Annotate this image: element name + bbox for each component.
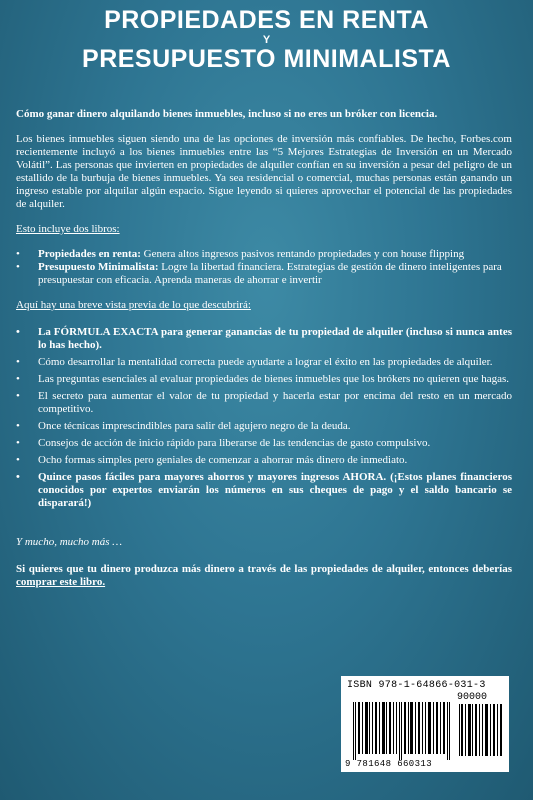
list-item	[16, 326, 512, 352]
preview-text: Consejos de acción de inicio rápido para liberarse de las tendencias de gasto compulsivo.	[38, 437, 431, 449]
list-item	[16, 248, 512, 261]
book-description: Genera altos ingresos pasivos rentando propiedades y con house flipping	[140, 248, 465, 260]
call-to-action	[16, 563, 512, 589]
title-line-2: PRESUPUESTO MINIMALISTA	[82, 45, 451, 73]
preview-text: Quince pasos fáciles para mayores ahorros y mayores ingresos AHORA. (¡Estos planes financieros conocidos por expertos enviarán los números en sus cheques de pago y el saldo bancario se disparará!)	[38, 471, 512, 509]
preview-list	[16, 326, 512, 510]
isbn-number: ISBN 978-1-64866-031-3	[347, 680, 486, 691]
title-line-1: PROPIEDADES EN RENTA	[104, 6, 429, 34]
ean-digits: 9 781648 660313	[345, 759, 433, 769]
bullet-icon: •	[16, 390, 20, 402]
list-item	[16, 420, 512, 433]
preview-heading: Aquí hay una breve vista previa de lo que descubrirá:	[16, 299, 251, 311]
cta-text: Si quieres que tu dinero produzca más dinero a través de las propiedades de alquiler, entonces deberías	[16, 563, 512, 575]
list-item	[16, 390, 512, 416]
bullet-icon: •	[16, 326, 20, 338]
bullet-icon: •	[16, 471, 20, 483]
books-heading: Esto incluye dos libros:	[16, 223, 120, 235]
preview-text: Cómo desarrollar la mentalidad correcta puede ayudarte a lograr el éxito en las propiedades de alquiler.	[38, 356, 493, 368]
title-conjunction: Y	[262, 34, 271, 46]
preview-text: Once técnicas imprescindibles para salir del agujero negro de la deuda.	[38, 420, 351, 432]
isbn-barcode	[341, 676, 509, 772]
book-description: Logre la libertad financiera. Estrategias de gestión de dinero inteligentes para presupuestar con eficacia. Aprenda maneras de ahorrar e invertir	[38, 261, 502, 286]
ean-bars	[353, 702, 451, 760]
cover-title	[0, 6, 533, 74]
more-teaser: Y mucho, mucho más …	[16, 536, 123, 548]
lead-sentence: Cómo ganar dinero alquilando bienes inmuebles, incluso si no eres un bróker con licencia.	[16, 108, 438, 120]
list-item	[16, 471, 512, 510]
preview-text: Las preguntas esenciales al evaluar propiedades de bienes inmuebles que los brókers no quieren que hagas.	[38, 373, 510, 385]
price-bars	[459, 704, 503, 756]
books-list	[16, 248, 512, 287]
preview-text: Ocho formas simples pero geniales de comenzar a ahorrar más dinero de inmediato.	[38, 454, 408, 466]
buy-link[interactable]: comprar este libro.	[16, 576, 106, 588]
price-code: 90000	[457, 692, 488, 703]
list-item	[16, 261, 512, 287]
book-title: Presupuesto Minimalista:	[38, 261, 159, 273]
bullet-icon: •	[16, 356, 20, 368]
list-item	[16, 356, 512, 369]
back-cover-copy	[16, 108, 512, 589]
list-item	[16, 454, 512, 467]
list-item	[16, 373, 512, 386]
bullet-icon: •	[16, 373, 20, 385]
preview-text: El secreto para aumentar el valor de tu propiedad y hacerla estar por encima del resto en un mercado competitivo.	[38, 390, 512, 415]
bullet-icon: •	[16, 261, 20, 273]
list-item	[16, 437, 512, 450]
bullet-icon: •	[16, 437, 20, 449]
bullet-icon: •	[16, 248, 20, 260]
bullet-icon: •	[16, 420, 20, 432]
preview-text: La FÓRMULA EXACTA para generar ganancias de tu propiedad de alquiler (incluso si nunca antes lo has hecho).	[38, 326, 512, 351]
bullet-icon: •	[16, 454, 20, 466]
intro-paragraph: Los bienes inmuebles siguen siendo una de las opciones de inversión más confiables. De hecho, Forbes.com recientemente incluyó a los bienes inmuebles entre las “5 Mejores Estrategias de Inversión en un Mercado Volátil”. Las personas que invierten en propiedades de alquiler confían en su inversión a pesar del peligro de un estallido de la burbuja de bienes inmuebles. Ya sea residencial o comercial, muchas personas están ganando un ingreso estable por alquilar algún espacio. Sigue leyendo si quieres aprovechar el potencial de las propiedades de alquiler.	[16, 133, 512, 210]
book-title: Propiedades en renta:	[38, 248, 141, 260]
